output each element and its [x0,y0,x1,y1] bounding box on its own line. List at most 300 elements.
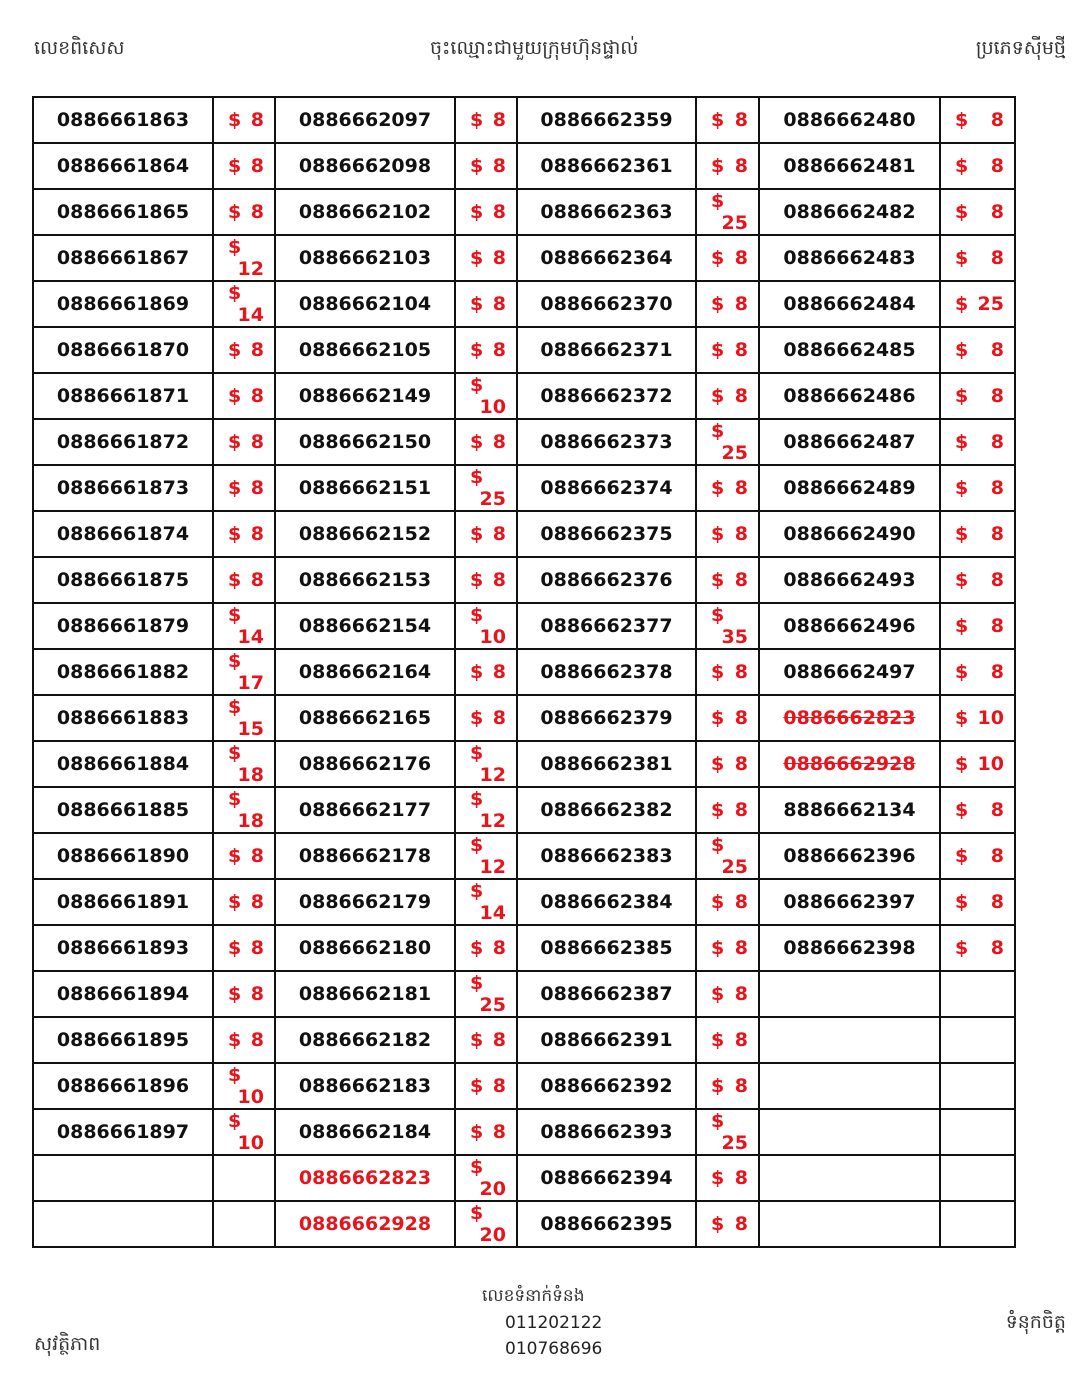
price-cell [455,1155,517,1201]
price-amount: 8 [734,1029,748,1051]
phone-number-cell: 0886662392 [517,1063,696,1109]
table-row [33,695,1015,741]
currency-symbol: $ [228,937,242,959]
currency-symbol: $ [228,236,242,258]
price-amount: 8 [734,293,748,315]
empty-cell [940,1201,1015,1247]
phone-number-cell: 0886662396 [759,833,940,879]
currency-symbol: $ [228,1110,242,1132]
currency-symbol: $ [228,650,242,672]
price-cell [213,787,275,833]
currency-symbol: $ [470,339,484,361]
currency-symbol: $ [228,201,242,223]
currency-symbol: $ [470,661,484,683]
price-amount: 35 [721,626,748,648]
price-cell [940,925,1015,971]
currency-symbol: $ [228,891,242,913]
table-row [33,925,1015,971]
table-row [33,419,1015,465]
phone-number-cell: 0886662375 [517,511,696,557]
currency-symbol: $ [470,937,484,959]
currency-symbol: $ [711,109,725,131]
price-cell [940,281,1015,327]
price-amount: 14 [237,304,264,326]
price-amount: 8 [250,523,264,545]
phone-number-cell: 0886661867 [33,235,213,281]
phone-number-cell: 0886661865 [33,189,213,235]
price-amount: 8 [990,845,1004,867]
phone-number-cell: 0886662393 [517,1109,696,1155]
price-amount: 8 [990,891,1004,913]
price-cell [696,833,759,879]
currency-symbol: $ [955,845,969,867]
contact-phone: 011202122 [505,1313,603,1333]
price-amount: 8 [990,109,1004,131]
phone-number-cell: 0886661863 [33,97,213,143]
price-cell [455,833,517,879]
currency-symbol: $ [711,799,725,821]
price-amount: 12 [479,764,506,786]
phone-number-cell: 0886662823 [759,695,940,741]
phone-number-cell: 0886662098 [275,143,455,189]
price-cell [213,511,275,557]
currency-symbol: $ [955,247,969,269]
price-cell [213,741,275,787]
phone-number-cell: 0886662383 [517,833,696,879]
price-amount: 8 [734,1167,748,1189]
price-amount: 8 [990,247,1004,269]
price-cell [213,879,275,925]
price-amount: 17 [237,672,264,694]
price-cell [696,879,759,925]
currency-symbol: $ [711,569,725,591]
price-amount: 8 [734,753,748,775]
price-cell [455,971,517,1017]
phone-number-cell: 0886662377 [517,603,696,649]
price-amount: 8 [990,615,1004,637]
empty-cell [759,971,940,1017]
price-cell [696,281,759,327]
price-amount: 18 [237,810,264,832]
currency-symbol: $ [470,569,484,591]
phone-number-cell: 0886662395 [517,1201,696,1247]
phone-number-cell: 0886662179 [275,879,455,925]
price-amount: 14 [479,902,506,924]
phone-number-cell: 0886662489 [759,465,940,511]
currency-symbol: $ [470,247,484,269]
currency-symbol: $ [711,707,725,729]
price-cell [696,971,759,1017]
table-row [33,97,1015,143]
phone-number-cell: 8886662134 [759,787,940,833]
contact-label: លេខទំនាក់ទំនង [482,1286,585,1306]
phone-number-cell: 0886662183 [275,1063,455,1109]
price-amount: 8 [734,937,748,959]
price-amount: 8 [492,707,506,729]
price-amount: 8 [492,339,506,361]
phone-number-cell: 0886662150 [275,419,455,465]
price-cell [696,557,759,603]
empty-cell [940,971,1015,1017]
price-cell [213,327,275,373]
currency-symbol: $ [470,1202,484,1224]
table-row [33,235,1015,281]
currency-symbol: $ [470,1075,484,1097]
currency-symbol: $ [228,788,242,810]
table-row [33,1155,1015,1201]
table-row [33,1109,1015,1155]
price-cell [213,833,275,879]
price-amount: 8 [492,1075,506,1097]
currency-symbol: $ [955,385,969,407]
table-row [33,649,1015,695]
currency-symbol: $ [470,1121,484,1143]
contact-phone: 010768696 [505,1339,603,1359]
price-amount: 8 [734,661,748,683]
price-amount: 8 [250,891,264,913]
currency-symbol: $ [711,661,725,683]
price-cell [213,603,275,649]
phone-number-cell: 0886661884 [33,741,213,787]
phone-number-cell: 0886661895 [33,1017,213,1063]
currency-symbol: $ [228,155,242,177]
price-amount: 10 [237,1132,264,1154]
price-amount: 12 [479,810,506,832]
currency-symbol: $ [228,696,242,718]
price-cell [940,695,1015,741]
currency-symbol: $ [228,385,242,407]
price-cell [455,1109,517,1155]
price-cell [696,603,759,649]
currency-symbol: $ [711,1029,725,1051]
price-amount: 8 [492,937,506,959]
price-cell [213,925,275,971]
phone-number-cell: 0886662374 [517,465,696,511]
price-cell [940,327,1015,373]
price-amount: 8 [250,845,264,867]
phone-number-cell: 0886662104 [275,281,455,327]
phone-number-cell: 0886661893 [33,925,213,971]
currency-symbol: $ [711,604,725,626]
price-amount: 8 [250,477,264,499]
currency-symbol: $ [470,972,484,994]
price-amount: 8 [990,155,1004,177]
currency-symbol: $ [711,339,725,361]
currency-symbol: $ [955,615,969,637]
empty-cell [940,1063,1015,1109]
currency-symbol: $ [228,477,242,499]
price-amount: 8 [990,799,1004,821]
phone-number-cell: 0886662483 [759,235,940,281]
price-amount: 8 [492,247,506,269]
currency-symbol: $ [470,707,484,729]
currency-symbol: $ [470,431,484,453]
price-cell [696,143,759,189]
currency-symbol: $ [955,891,969,913]
phone-number-cell: 0886662097 [275,97,455,143]
price-amount: 8 [492,155,506,177]
price-amount: 8 [734,247,748,269]
table-row [33,741,1015,787]
currency-symbol: $ [470,742,484,764]
currency-symbol: $ [470,293,484,315]
price-amount: 8 [250,385,264,407]
price-cell [455,373,517,419]
currency-symbol: $ [955,661,969,683]
currency-symbol: $ [711,523,725,545]
phone-number-cell: 0886662394 [517,1155,696,1201]
currency-symbol: $ [955,799,969,821]
price-cell [940,189,1015,235]
phone-number-cell: 0886662371 [517,327,696,373]
phone-number-cell: 0886662493 [759,557,940,603]
phone-number-cell: 0886662490 [759,511,940,557]
price-cell [213,465,275,511]
price-cell [940,143,1015,189]
currency-symbol: $ [711,891,725,913]
currency-symbol: $ [711,247,725,269]
price-amount: 25 [479,488,506,510]
price-amount: 8 [250,569,264,591]
phone-number-cell: 0886662487 [759,419,940,465]
currency-symbol: $ [228,604,242,626]
currency-symbol: $ [955,431,969,453]
phone-number-cell: 0886662102 [275,189,455,235]
currency-symbol: $ [711,1167,725,1189]
currency-symbol: $ [955,477,969,499]
price-cell [940,649,1015,695]
price-amount: 8 [734,523,748,545]
price-amount: 8 [734,569,748,591]
currency-symbol: $ [955,293,969,315]
price-amount: 8 [734,339,748,361]
price-amount: 8 [990,937,1004,959]
phone-number-cell: 0886662103 [275,235,455,281]
currency-symbol: $ [470,523,484,545]
currency-symbol: $ [228,845,242,867]
price-amount: 8 [250,431,264,453]
table-row [33,511,1015,557]
currency-symbol: $ [955,523,969,545]
phone-number-cell: 0886662397 [759,879,940,925]
price-cell [455,649,517,695]
price-cell [696,1017,759,1063]
phone-number-cell: 0886662381 [517,741,696,787]
currency-symbol: $ [711,1110,725,1132]
table-row [33,557,1015,603]
table-row [33,1017,1015,1063]
price-cell [696,419,759,465]
currency-symbol: $ [955,937,969,959]
currency-symbol: $ [955,155,969,177]
price-amount: 8 [492,109,506,131]
price-cell [696,925,759,971]
price-amount: 25 [721,442,748,464]
table-row [33,327,1015,373]
price-amount: 8 [990,523,1004,545]
price-amount: 8 [492,431,506,453]
currency-symbol: $ [955,201,969,223]
price-amount: 8 [492,523,506,545]
price-cell [940,741,1015,787]
price-cell [455,1017,517,1063]
price-cell [696,511,759,557]
phone-number-cell: 0886662151 [275,465,455,511]
price-cell [696,1109,759,1155]
price-cell [696,695,759,741]
phone-number-cell: 0886662178 [275,833,455,879]
price-amount: 10 [479,396,506,418]
empty-cell [759,1201,940,1247]
currency-symbol: $ [955,339,969,361]
price-amount: 8 [734,707,748,729]
table-row [33,281,1015,327]
price-cell [455,327,517,373]
price-amount: 25 [721,856,748,878]
price-cell [696,1201,759,1247]
currency-symbol: $ [228,983,242,1005]
price-amount: 8 [492,1029,506,1051]
phone-number-cell: 0886662180 [275,925,455,971]
price-cell [213,97,275,143]
currency-symbol: $ [711,155,725,177]
currency-symbol: $ [470,880,484,902]
price-cell [455,465,517,511]
currency-symbol: $ [228,431,242,453]
empty-cell [33,1201,213,1247]
price-cell [455,695,517,741]
phone-number-cell: 0886661879 [33,603,213,649]
price-amount: 14 [237,626,264,648]
price-cell [696,373,759,419]
price-amount: 8 [734,385,748,407]
phone-number-cell: 0886662176 [275,741,455,787]
price-amount: 8 [734,983,748,1005]
currency-symbol: $ [955,569,969,591]
empty-cell [213,1155,275,1201]
price-cell [455,143,517,189]
price-amount: 10 [237,1086,264,1108]
price-cell [940,603,1015,649]
phone-number-cell: 0886662481 [759,143,940,189]
price-amount: 10 [977,753,1004,775]
table-row [33,465,1015,511]
table-row [33,971,1015,1017]
empty-cell [940,1155,1015,1201]
currency-symbol: $ [470,834,484,856]
phone-number-cell: 0886661883 [33,695,213,741]
table-row [33,879,1015,925]
price-amount: 8 [734,477,748,499]
price-amount: 8 [734,799,748,821]
phone-number-cell: 0886662497 [759,649,940,695]
price-cell [940,373,1015,419]
price-amount: 8 [492,1121,506,1143]
header-center-title: ចុះឈ្មោះជាមួយក្រុមហ៊ុនផ្ទាល់ [430,37,639,59]
phone-number-cell: 0886662181 [275,971,455,1017]
currency-symbol: $ [470,1156,484,1178]
phone-number-cell: 0886662370 [517,281,696,327]
currency-symbol: $ [711,937,725,959]
price-amount: 8 [250,937,264,959]
price-cell [213,695,275,741]
currency-symbol: $ [955,109,969,131]
price-cell [455,879,517,925]
price-amount: 8 [250,1029,264,1051]
price-amount: 8 [734,1075,748,1097]
price-amount: 25 [977,293,1004,315]
price-cell [696,1155,759,1201]
phone-number-cell: 0886662382 [517,787,696,833]
price-amount: 8 [250,201,264,223]
footer-left-text: សុវត្ថិភាព [34,1333,101,1355]
price-cell [455,419,517,465]
price-cell [213,1063,275,1109]
phone-number-cell: 0886661890 [33,833,213,879]
price-cell [213,649,275,695]
price-cell [455,603,517,649]
phone-number-cell: 0886662496 [759,603,940,649]
phone-number-cell: 0886662378 [517,649,696,695]
price-cell [940,879,1015,925]
empty-cell [213,1201,275,1247]
price-cell [213,1109,275,1155]
price-amount: 8 [990,569,1004,591]
price-cell [455,925,517,971]
phone-number-cell: 0886662384 [517,879,696,925]
phone-number-cell: 0886661885 [33,787,213,833]
price-cell [213,189,275,235]
price-amount: 10 [479,626,506,648]
currency-symbol: $ [470,201,484,223]
phone-number-cell: 0886662373 [517,419,696,465]
phone-number-cell: 0886662372 [517,373,696,419]
price-cell [940,419,1015,465]
price-cell [940,465,1015,511]
price-cell [455,511,517,557]
phone-number-cell: 0886662486 [759,373,940,419]
phone-number-cell: 0886662928 [759,741,940,787]
phone-number-cell: 0886662154 [275,603,455,649]
table-row [33,373,1015,419]
currency-symbol: $ [955,707,969,729]
phone-number-cell: 0886662164 [275,649,455,695]
price-amount: 15 [237,718,264,740]
price-amount: 8 [734,155,748,177]
phone-number-cell: 0886661894 [33,971,213,1017]
phone-number-cell: 0886662361 [517,143,696,189]
phone-number-cell: 0886662485 [759,327,940,373]
currency-symbol: $ [470,1029,484,1051]
empty-cell [759,1063,940,1109]
phone-number-cell: 0886661896 [33,1063,213,1109]
currency-symbol: $ [711,1075,725,1097]
price-amount: 12 [479,856,506,878]
price-amount: 8 [734,891,748,913]
price-amount: 8 [492,201,506,223]
phone-number-cell: 0886661872 [33,419,213,465]
header-right-title: ប្រភេទស៊ីមថ្មី [975,37,1066,59]
price-cell [213,971,275,1017]
phone-number-cell: 0886661875 [33,557,213,603]
phone-number-cell: 0886662153 [275,557,455,603]
price-cell [696,1063,759,1109]
phone-number-cell: 0886662363 [517,189,696,235]
table-row [33,143,1015,189]
empty-cell [940,1109,1015,1155]
currency-symbol: $ [711,190,725,212]
price-amount: 25 [721,1132,748,1154]
